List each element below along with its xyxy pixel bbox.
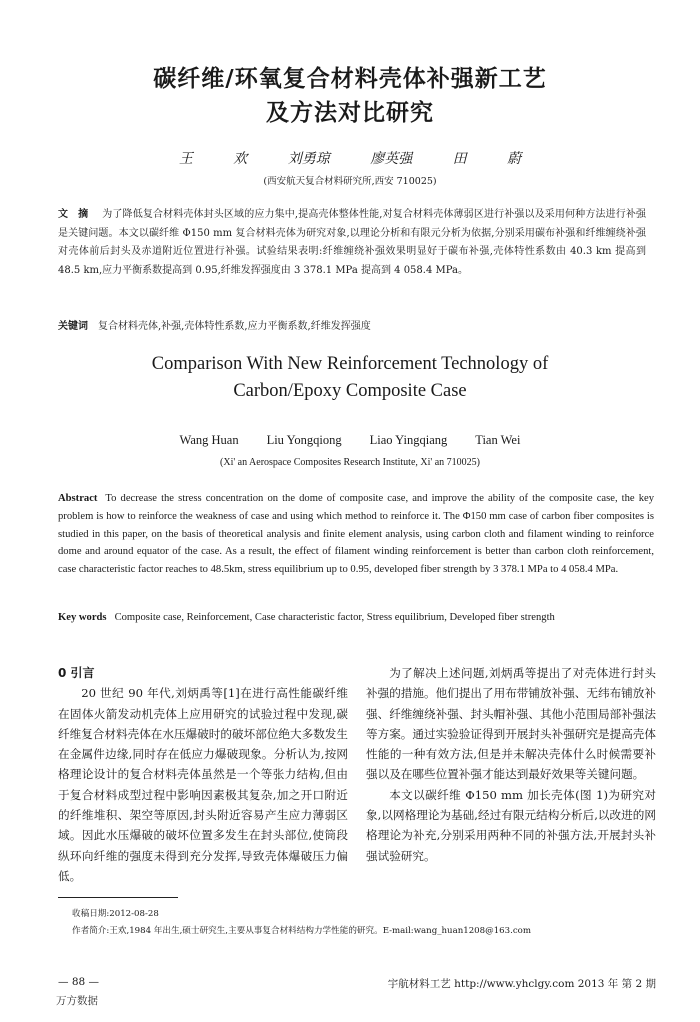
footnote-rule — [58, 897, 178, 898]
author-en-1: Wang Huan — [179, 433, 239, 447]
keywords-en-text: Composite case, Reinforcement, Case characteristic factor, Stress equilibrium, Developed fiber strength — [114, 612, 555, 623]
page-number: — 88 — — [58, 976, 100, 988]
journal-footer: 宇航材料工艺 http://www.yhclgy.com 2013 年 第 2 期 — [387, 978, 656, 990]
body-paragraph-3: 本文以碳纤维 Φ150 mm 加长壳体(图 1)为研究对象,以网格理论为基础,经过有限元结构分析后,以改进的网格理论为补充,分别采用两种不同的补强方法,开展封头补强试验研究。 — [366, 787, 656, 863]
body-column-left — [58, 663, 348, 886]
section-heading-intro: 0 引言 — [58, 666, 95, 680]
abstract-cn-label: 文摘 — [58, 209, 99, 220]
watermark-text: 万方数据 — [56, 995, 98, 1007]
author-en-4: Tian Wei — [475, 433, 521, 447]
abstract-cn — [58, 206, 646, 280]
keywords-cn — [58, 318, 646, 337]
author-en-3: Liao Yingqiang — [369, 433, 448, 447]
affiliation-en: (Xi' an Aerospace Composites Research Institute, Xi' an 710025) — [220, 457, 480, 468]
footnote-author-bio: 作者简介:王欢,1984 年出生,硕士研究生,主要从事复合材料结构力学性能的研究。E-mail:wang_huan1208@163.com — [72, 926, 531, 936]
title-cn-line-2: 及方法对比研究 — [266, 100, 434, 126]
abstract-en-label: Abstract — [58, 493, 98, 504]
title-en-line-2: Carbon/Epoxy Composite Case — [233, 381, 467, 401]
keywords-en — [58, 609, 654, 627]
title-cn-line-1: 碳纤维/环氧复合材料壳体补强新工艺 — [153, 66, 547, 92]
body-paragraph-2: 为了解决上述问题,刘炳禹等提出了对壳体进行封头补强的措施。他们提出了用布带铺放补强、无纬布铺放补强、纤维缠绕补强、封头帽补强、其他小范围局部补强法等方案。通过实验验证得到开展封头补强研究是提高壳体性能的一种有效方法,但是并未解决壳体什么时候需要补强以及在哪些位置补强才能达到最好效果等关键问题。 — [366, 666, 656, 782]
keywords-cn-text: 复合材料壳体,补强,壳体特性系数,应力平衡系数,纤维发挥强度 — [98, 321, 371, 332]
abstract-cn-text: 为了降低复合材料壳体封头区域的应力集中,提高壳体整体性能,对复合材料壳体薄弱区进行补强以及采用何种方法进行补强是关键问题。本文以碳纤维 Φ150 mm 复合材料壳体为研究对象,以理论分析和有限元分析为依据,分别采用碳布补强和纤维缠绕补强对壳体前后封头及赤道附近位置进行补强。试验结果表明:纤维缠绕补强效果明显好于碳布补强,壳体特性系数由 40.3 km 提高到 48.5 km,应力平衡系数提高到 0.95,纤维发挥强度由 3 378.1 MPa 提高到 4 058.4 MPa。 — [58, 209, 647, 276]
title-en-line-1: Comparison With New Reinforcement Technology of — [151, 354, 549, 374]
body-paragraph-1: 20 世纪 90 年代,刘炳禹等[1]在进行高性能碳纤维在固体火箭发动机壳体上应用研究的试验过程中发现,碳纤维复合材料壳体在水压爆破时的破坏部位绝大多数发生在金属件边缘,同时存在低应力爆破现象。分析认为,按网格理论设计的复合材料壳体虽然是一个等张力结构,但由于复合材料成型过程中影响因素极其复杂,加之开口附近的纤维堆积、架空等原因,封头附近容易产生应力薄弱区域。因此水压爆破的破坏位置多发生在封头部位,使筒段纵环向纤维的强度未得到充分发挥,导致壳体爆破压力偏低。 — [58, 686, 348, 883]
keywords-en-label: Key words — [58, 612, 107, 623]
abstract-en-text: To decrease the stress concentration on the dome of composite case, and improve the ability of the composite case, the key problem is how to reinforce the weakness of case and using which method to reinforce it. The Φ150 mm case of carbon fiber composites is studied in this paper, on the basis of theoretical analysis and finite element analysis, using carbon cloth and filament winding to reinforce dome and around equator of the case. As a result, the effect of filament winding reinforcement is better than carbon cloth reinforcement, case characteristic factor reaches to 48.5km, stress equilibrium up to 0.95, developed fiber strength by 3 378.1 MPa to 4 058.4 MPa. — [58, 493, 654, 576]
footnote-received-date: 收稿日期:2012-08-28 — [72, 909, 159, 919]
authors-cn: 王 欢 刘勇琼 廖英强 田 蔚 — [178, 151, 522, 167]
authors-en — [40, 433, 660, 448]
keywords-cn-label: 关键词 — [58, 321, 88, 332]
author-en-2: Liu Yongqiong — [266, 433, 342, 447]
affiliation-cn: (西安航天复合材料研究所,西安 710025) — [263, 176, 437, 187]
body-column-right — [366, 663, 656, 866]
abstract-en — [58, 490, 654, 579]
